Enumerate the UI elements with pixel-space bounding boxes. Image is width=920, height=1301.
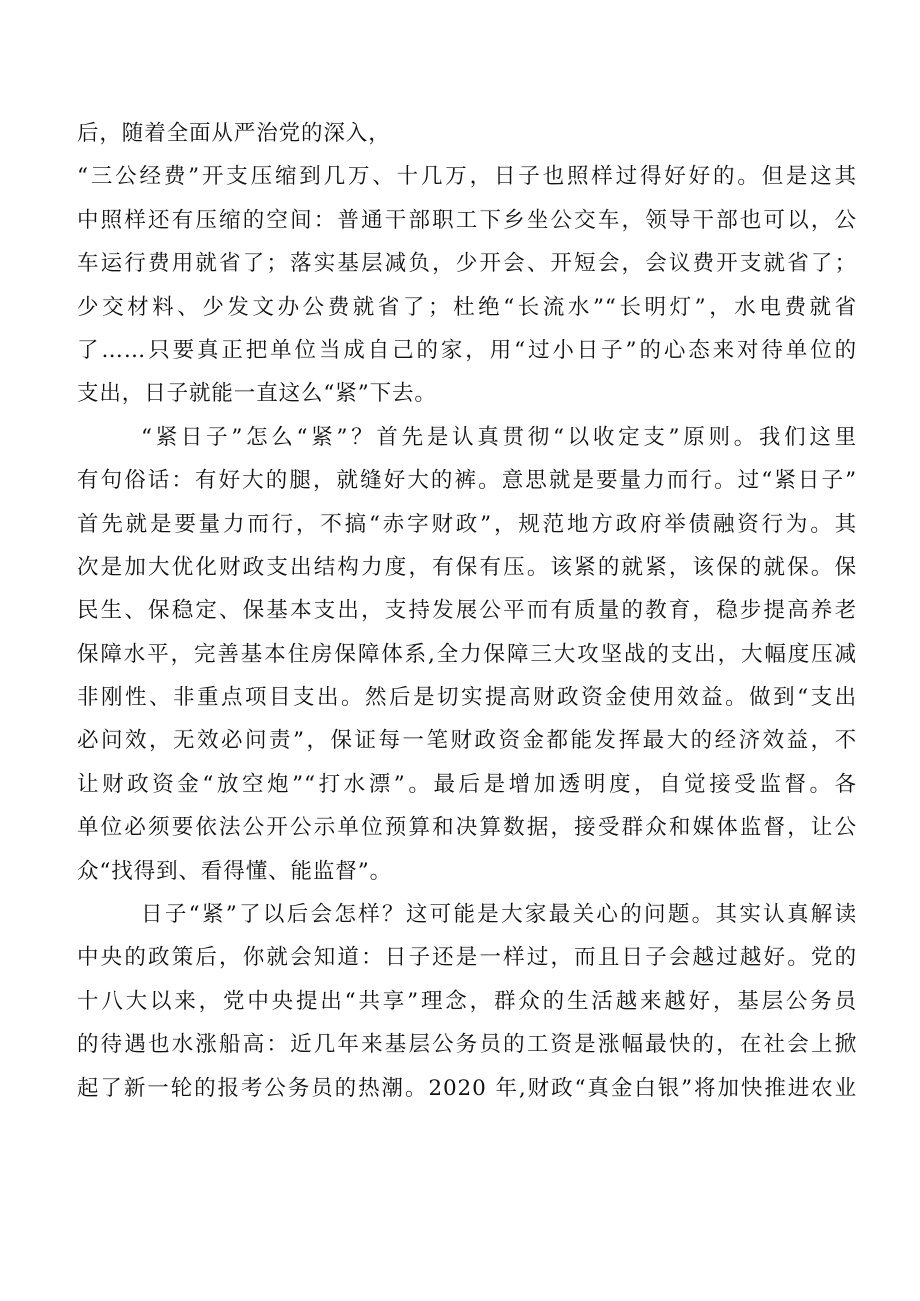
text-line: 次是加大优化财政支出结构力度，有保有压。该紧的就紧，该保的就保。保	[77, 554, 857, 580]
text-line: 有句俗话：有好大的腿，就缝好大的裤。意思就是要量力而行。过“紧日子”	[77, 468, 857, 494]
text-line: 众“找得到、看得懂、能监督”。	[77, 858, 392, 884]
text-line: 保障水平，完善基本住房保障体系,全力保障三大攻坚战的支出，大幅度压减	[77, 641, 857, 667]
document-body-text	[77, 112, 857, 1110]
text-line: 支出，日子就能一直这么“紧”下去。	[77, 381, 437, 407]
text-line: 中照样还有压缩的空间：普通干部职工下乡坐公交车，领导干部也可以，公	[77, 207, 857, 233]
text-line: 车运行费用就省了；落实基层减负，少开会、开短会，会议费开支就省了；	[77, 251, 857, 277]
text-line: 起了新一轮的报考公务员的热潮。2020 年,财政“真金白银”将加快推进农业	[77, 1075, 857, 1101]
text-line: 非刚性、非重点项目支出。然后是切实提高财政资金使用效益。做到“支出	[77, 685, 857, 711]
text-line: 中央的政策后，你就会知道：日子还是一样过，而且日子会越过越好。党的	[77, 945, 857, 971]
text-line: 单位必须要依法公开公示单位预算和决算数据，接受群众和媒体监督，让公	[77, 815, 857, 841]
text-line: 了……只要真正把单位当成自己的家，用“过小日子”的心态来对待单位的	[77, 337, 857, 363]
text-line: 民生、保稳定、保基本支出，支持发展公平而有质量的教育，稳步提高养老	[77, 598, 857, 624]
text-line: “紧日子”怎么“紧”？首先是认真贯彻“以收定支”原则。我们这里	[141, 424, 857, 450]
text-line: 让财政资金“放空炮”“打水漂”。最后是增加透明度，自觉接受监督。各	[77, 771, 857, 797]
text-line: 首先就是要量力而行，不搞“赤字财政”，规范地方政府举债融资行为。其	[77, 511, 857, 537]
text-line: 十八大以来，党中央提出“共享”理念，群众的生活越来越好，基层公务员	[77, 988, 857, 1014]
text-line: 必问效，无效必问责”，保证每一笔财政资金都能发挥最大的经济效益，不	[77, 728, 857, 754]
text-line: 后，随着全面从严治党的深入，	[77, 121, 391, 146]
text-line: 的待遇也水涨船高：近几年来基层公务员的工资是涨幅最快的，在社会上掀	[77, 1032, 857, 1058]
text-line: “三公经费”开支压缩到几万、十几万，日子也照样过得好好的。但是这其	[77, 164, 857, 190]
text-line: 少交材料、少发文办公费就省了；杜绝“长流水”“长明灯”，水电费就省	[77, 294, 857, 320]
text-line: 日子“紧”了以后会怎样？这可能是大家最关心的问题。其实认真解读	[141, 902, 857, 928]
